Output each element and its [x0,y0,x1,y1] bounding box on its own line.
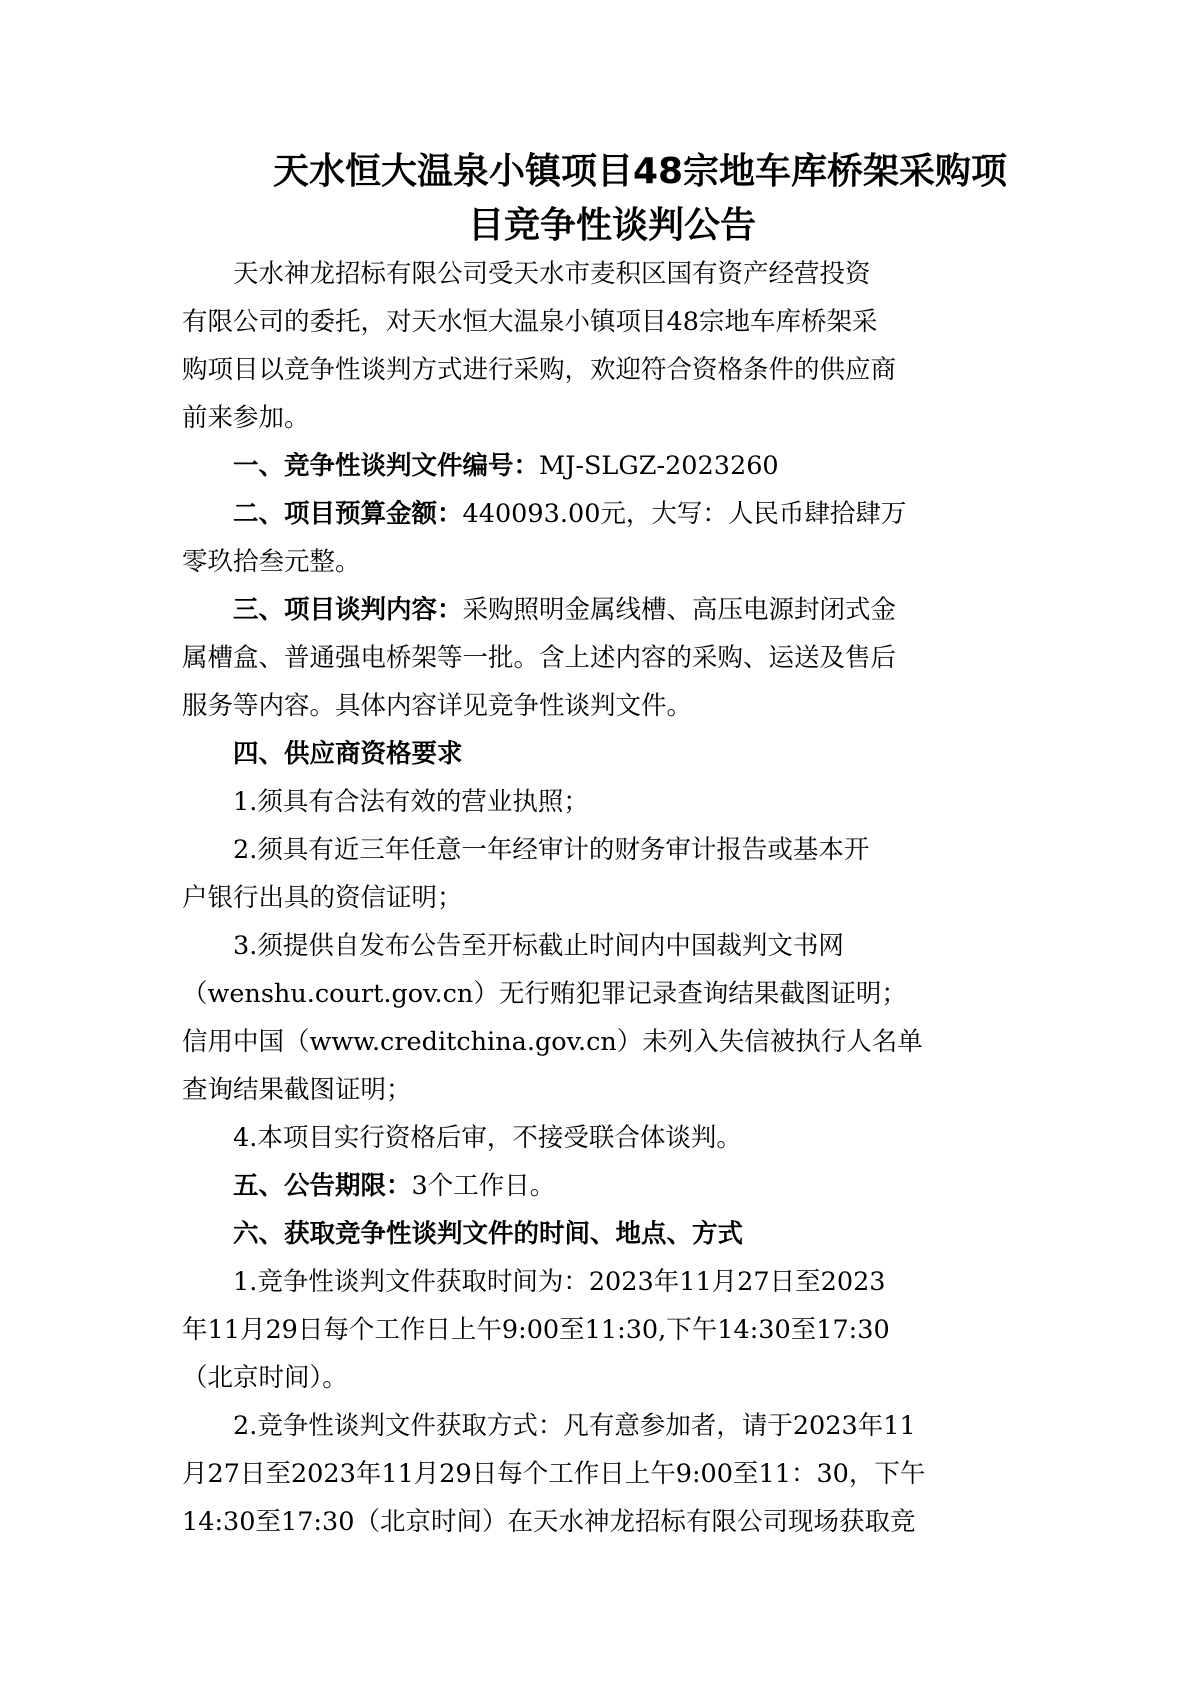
section-4-item-3: 信用中国（www.creditchina.gov.cn）未列入失信被执行人名单 [182,1027,923,1057]
section-1-line [182,442,1016,490]
intro-paragraph [182,250,1016,442]
document-body [182,250,1016,1546]
section-4 [182,730,1016,1162]
intro-line: 有限公司的委托，对天水恒大温泉小镇项目48宗地车库桥架采 [182,307,878,337]
section-5-value: 3个工作日。 [411,1171,556,1201]
section-6 [182,1210,1016,1546]
section-6-item-1: 年11月29日每个工作日上午9:00至11:30,下午14:30至17:30 [182,1315,890,1345]
section-1-label: 一、竞争性谈判文件编号： [233,451,540,481]
section-6-item-2: 14:30至17:30（北京时间）在天水神龙招标有限公司现场获取竞 [182,1507,916,1537]
section-2 [182,490,1016,586]
section-3-value: 采购照明金属线槽、高压电源封闭式金 [462,595,897,625]
section-4-item-3: 查询结果截图证明； [182,1075,412,1105]
section-2-value: 440093.00元，大写：人民币肆拾肆万 [462,499,907,529]
section-2-label: 二、项目预算金额： [233,499,463,529]
section-6-item-2: 月27日至2023年11月29日每个工作日上午9:00至11：30，下午 [182,1459,926,1489]
section-4-item-2: 户银行出具的资信证明； [182,883,463,913]
section-5-line [182,1162,1016,1210]
intro-line: 购项目以竞争性谈判方式进行采购，欢迎符合资格条件的供应商 [182,355,897,385]
section-1 [182,442,1016,490]
section-3-label: 三、项目谈判内容： [233,595,463,625]
intro-line: 前来参加。 [182,403,310,433]
section-5 [182,1162,1016,1210]
section-3-line: 属槽盒、普通强电桥架等一批。含上述内容的采购、运送及售后 [182,643,897,673]
section-3-line [182,586,1016,634]
section-4-item-4: 4.本项目实行资格后审，不接受联合体谈判。 [233,1123,742,1153]
section-6-item-1: （北京时间）。 [182,1363,348,1393]
section-4-heading: 四、供应商资格要求 [233,739,463,769]
section-6-item-2: 2.竞争性谈判文件获取方式：凡有意参加者，请于2023年11 [233,1411,916,1441]
section-4-item-1: 1.须具有合法有效的营业执照； [233,787,589,817]
section-2-line: 零玖拾叁元整。 [182,547,361,577]
section-6-heading: 六、获取竞争性谈判文件的时间、地点、方式 [233,1219,744,1249]
section-4-item-3: （wenshu.court.gov.cn）无行贿犯罪记录查询结果截图证明； [182,979,907,1009]
section-6-item-1: 1.竞争性谈判文件获取时间为：2023年11月27日至2023 [233,1267,886,1297]
section-1-value: MJ-SLGZ-2023260 [539,451,779,481]
document-title-line-1: 天水恒大温泉小镇项目48宗地车库桥架采购项 [272,151,1008,192]
section-4-item-3: 3.须提供自发布公告至开标截止时间内中国裁判文书网 [233,931,844,961]
intro-line: 天水神龙招标有限公司受天水市麦积区国有资产经营投资 [233,259,871,289]
section-4-item-2: 2.须具有近三年任意一年经审计的财务审计报告或基本开 [233,835,870,865]
section-3-line: 服务等内容。具体内容详见竞争性谈判文件。 [182,691,693,721]
section-3 [182,586,1016,730]
section-2-line [182,490,1016,538]
document-title-line-2: 目竞争性谈判公告 [467,205,756,246]
section-5-label: 五、公告期限： [233,1171,412,1201]
